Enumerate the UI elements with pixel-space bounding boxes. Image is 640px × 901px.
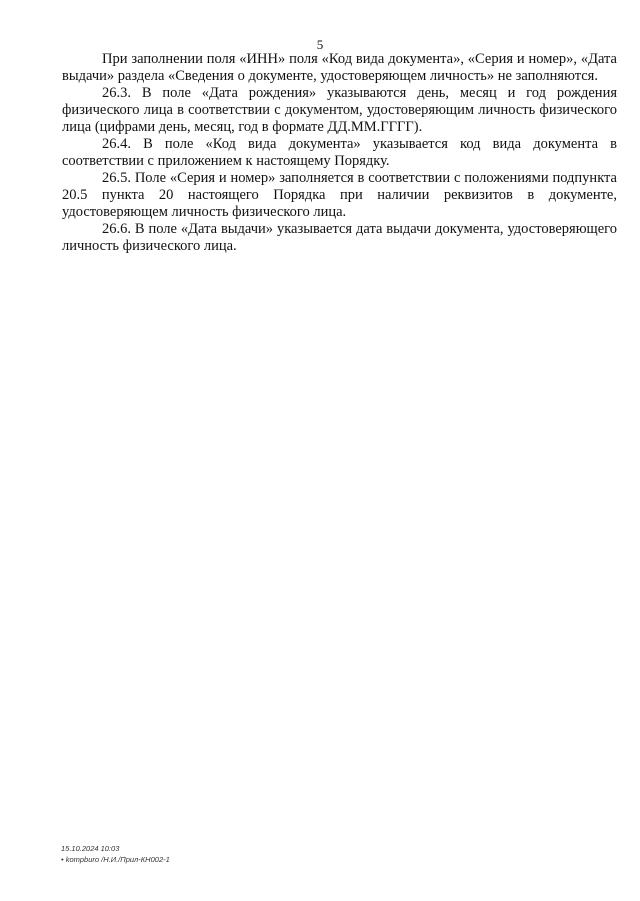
footer-timestamp: 15.10.2024 10:03 xyxy=(61,844,120,853)
paragraph-26-6: 26.6. В поле «Дата выдачи» указывается дата выдачи документа, удостоверяющего личность физического лица. xyxy=(62,221,617,254)
footer-reference: • kompburo /Н.И./Прил-КН002-1 xyxy=(61,855,170,864)
paragraph-26-3: 26.3. В поле «Дата рождения» указываются день, месяц и год рождения физического лица в соответствии с документом, удостоверяющим личность физического лица (цифрами день, месяц, год в формате ДД.ММ.ГГГГ). xyxy=(62,85,617,135)
page-number: 5 xyxy=(316,37,324,52)
footer-stamp xyxy=(61,843,170,865)
paragraph-26-4: 26.4. В поле «Код вида документа» указывается код вида документа в соответствии с приложением к настоящему Порядку. xyxy=(62,136,617,169)
paragraph-26-5: 26.5. Поле «Серия и номер» заполняется в соответствии с положениями подпункта 20.5 пункта 20 настоящего Порядка при наличии реквизитов в документе, удостоверяющем личность физического лица. xyxy=(62,170,617,220)
paragraph-inn-note: При заполнении поля «ИНН» поля «Код вида документа», «Серия и номер», «Дата выдачи» раздела «Сведения о документе, удостоверяющем личность» не заполняются. xyxy=(62,51,617,84)
document-body xyxy=(62,51,617,255)
